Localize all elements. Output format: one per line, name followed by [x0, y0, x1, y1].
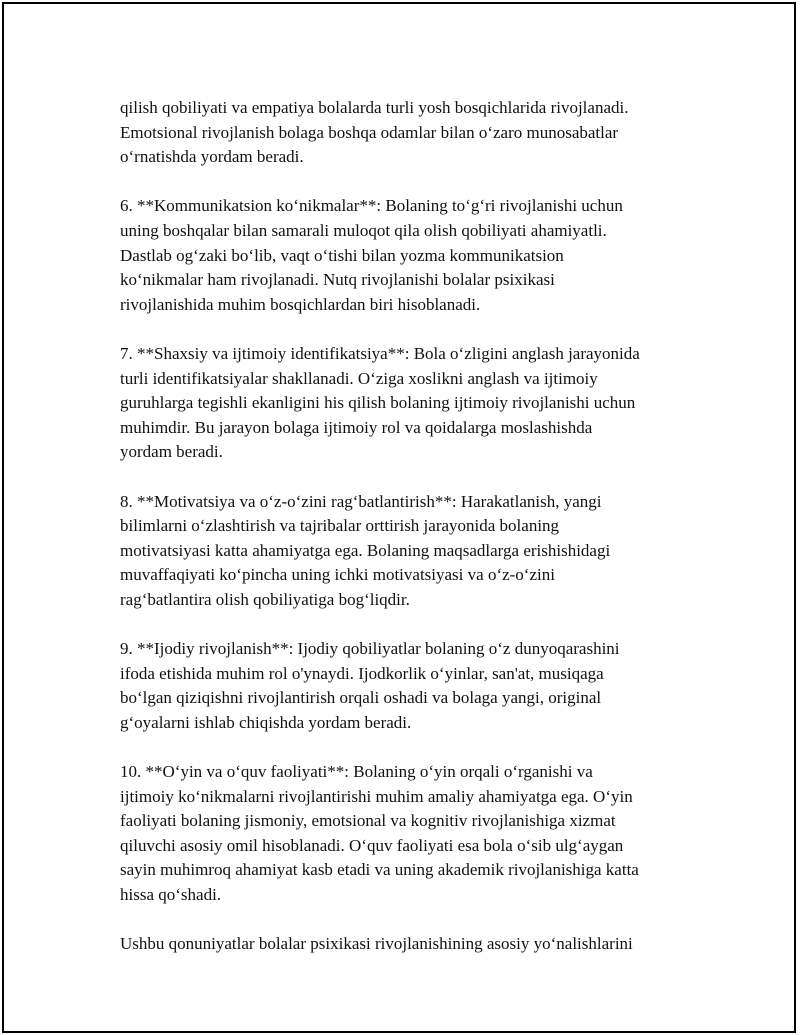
text-line: guruhlarga tegishli ekanligini his qilish bolaning ijtimoiy rivojlanishi uchun	[120, 393, 636, 413]
paragraph-item-9	[120, 637, 700, 735]
text-line: 8. **Motivatsiya va o‘z-o‘zini rag‘batlantirish**: Harakatlanish, yangi	[120, 491, 602, 511]
text-line: g‘oyalarni ishlab chiqishda yordam beradi.	[120, 712, 412, 732]
text-line: 9. **Ijodiy rivojlanish**: Ijodiy qobiliyatlar bolaning o‘z dunyoqarashini	[120, 639, 620, 659]
paragraph-emotional-development	[120, 96, 700, 170]
text-line: qiluvchi asosiy omil hisoblanadi. O‘quv faoliyati esa bola o‘sib ulg‘aygan	[120, 835, 624, 855]
text-line: yordam beradi.	[120, 442, 223, 462]
text-line: ifoda etishida muhim rol o'ynaydi. Ijodkorlik o‘yinlar, san'at, musiqaga	[120, 663, 604, 683]
text-line: muhimdir. Bu jarayon bolaga ijtimoiy rol va qoidalarga moslashishda	[120, 417, 593, 437]
text-line: bo‘lgan qiziqishni rivojlantirish orqali oshadi va bolaga yangi, original	[120, 688, 602, 708]
text-line: 7. **Shaxsiy va ijtimoiy identifikatsiya**: Bola o‘zligini anglash jarayonida	[120, 343, 640, 363]
text-line: Emotsional rivojlanish bolaga boshqa odamlar bilan o‘zaro munosabatlar	[120, 122, 619, 142]
text-line: rag‘batlantira olish qobiliyatiga bog‘liqdir.	[120, 589, 410, 609]
text-line: ko‘nikmalar ham rivojlanadi. Nutq rivojlanishi bolalar psixikasi	[120, 270, 555, 290]
text-line: hissa qo‘shadi.	[120, 885, 222, 904]
paragraph-item-6	[120, 194, 700, 317]
text-line: qilish qobiliyati va empatiya bolalarda turli yosh bosqichlarida rivojlanadi.	[120, 98, 629, 117]
text-line: ijtimoiy ko‘nikmalarni rivojlantirishi muhim amaliy ahamiyatga ega. O‘yin	[120, 786, 633, 806]
text-line: Ushbu qonuniyatlar bolalar psixikasi rivojlanishining asosiy yo‘nalishlarini	[120, 934, 633, 954]
text-line: o‘rnatishda yordam beradi.	[120, 147, 304, 167]
document-body	[120, 96, 700, 981]
text-line: sayin muhimroq ahamiyat kasb etadi va uning akademik rivojlanishiga katta	[120, 860, 639, 880]
text-line: muvaffaqiyati ko‘pincha uning ichki motivatsiyasi va o‘z-o‘zini	[120, 565, 555, 585]
paragraph-item-10	[120, 760, 700, 908]
paragraph-conclusion	[120, 932, 700, 957]
text-line: uning boshqalar bilan samarali muloqot qila olish qobiliyati ahamiyatli.	[120, 220, 607, 240]
text-line: Dastlab og‘zaki bo‘lib, vaqt o‘tishi bilan yozma kommunikatsion	[120, 245, 564, 265]
paragraph-item-7	[120, 342, 700, 465]
text-line: rivojlanishida muhim bosqichlardan biri hisoblanadi.	[120, 294, 481, 314]
paragraph-item-8	[120, 490, 700, 613]
text-line: bilimlarni o‘zlashtirish va tajribalar orttirish jarayonida bolaning	[120, 516, 560, 536]
text-line: motivatsiyasi katta ahamiyatga ega. Bolaning maqsadlarga erishishidagi	[120, 540, 611, 560]
text-line: 6. **Kommunikatsion ko‘nikmalar**: Bolaning to‘g‘ri rivojlanishi uchun	[120, 196, 623, 216]
text-line: 10. **O‘yin va o‘quv faoliyati**: Bolaning o‘yin orqali o‘rganishi va	[120, 762, 593, 782]
text-line: faoliyati bolaning jismoniy, emotsional va kognitiv rivojlanishiga xizmat	[120, 811, 616, 831]
text-line: turli identifikatsiyalar shakllanadi. O‘ziga xoslikni anglash va ijtimoiy	[120, 368, 598, 388]
page-frame	[2, 2, 796, 1033]
